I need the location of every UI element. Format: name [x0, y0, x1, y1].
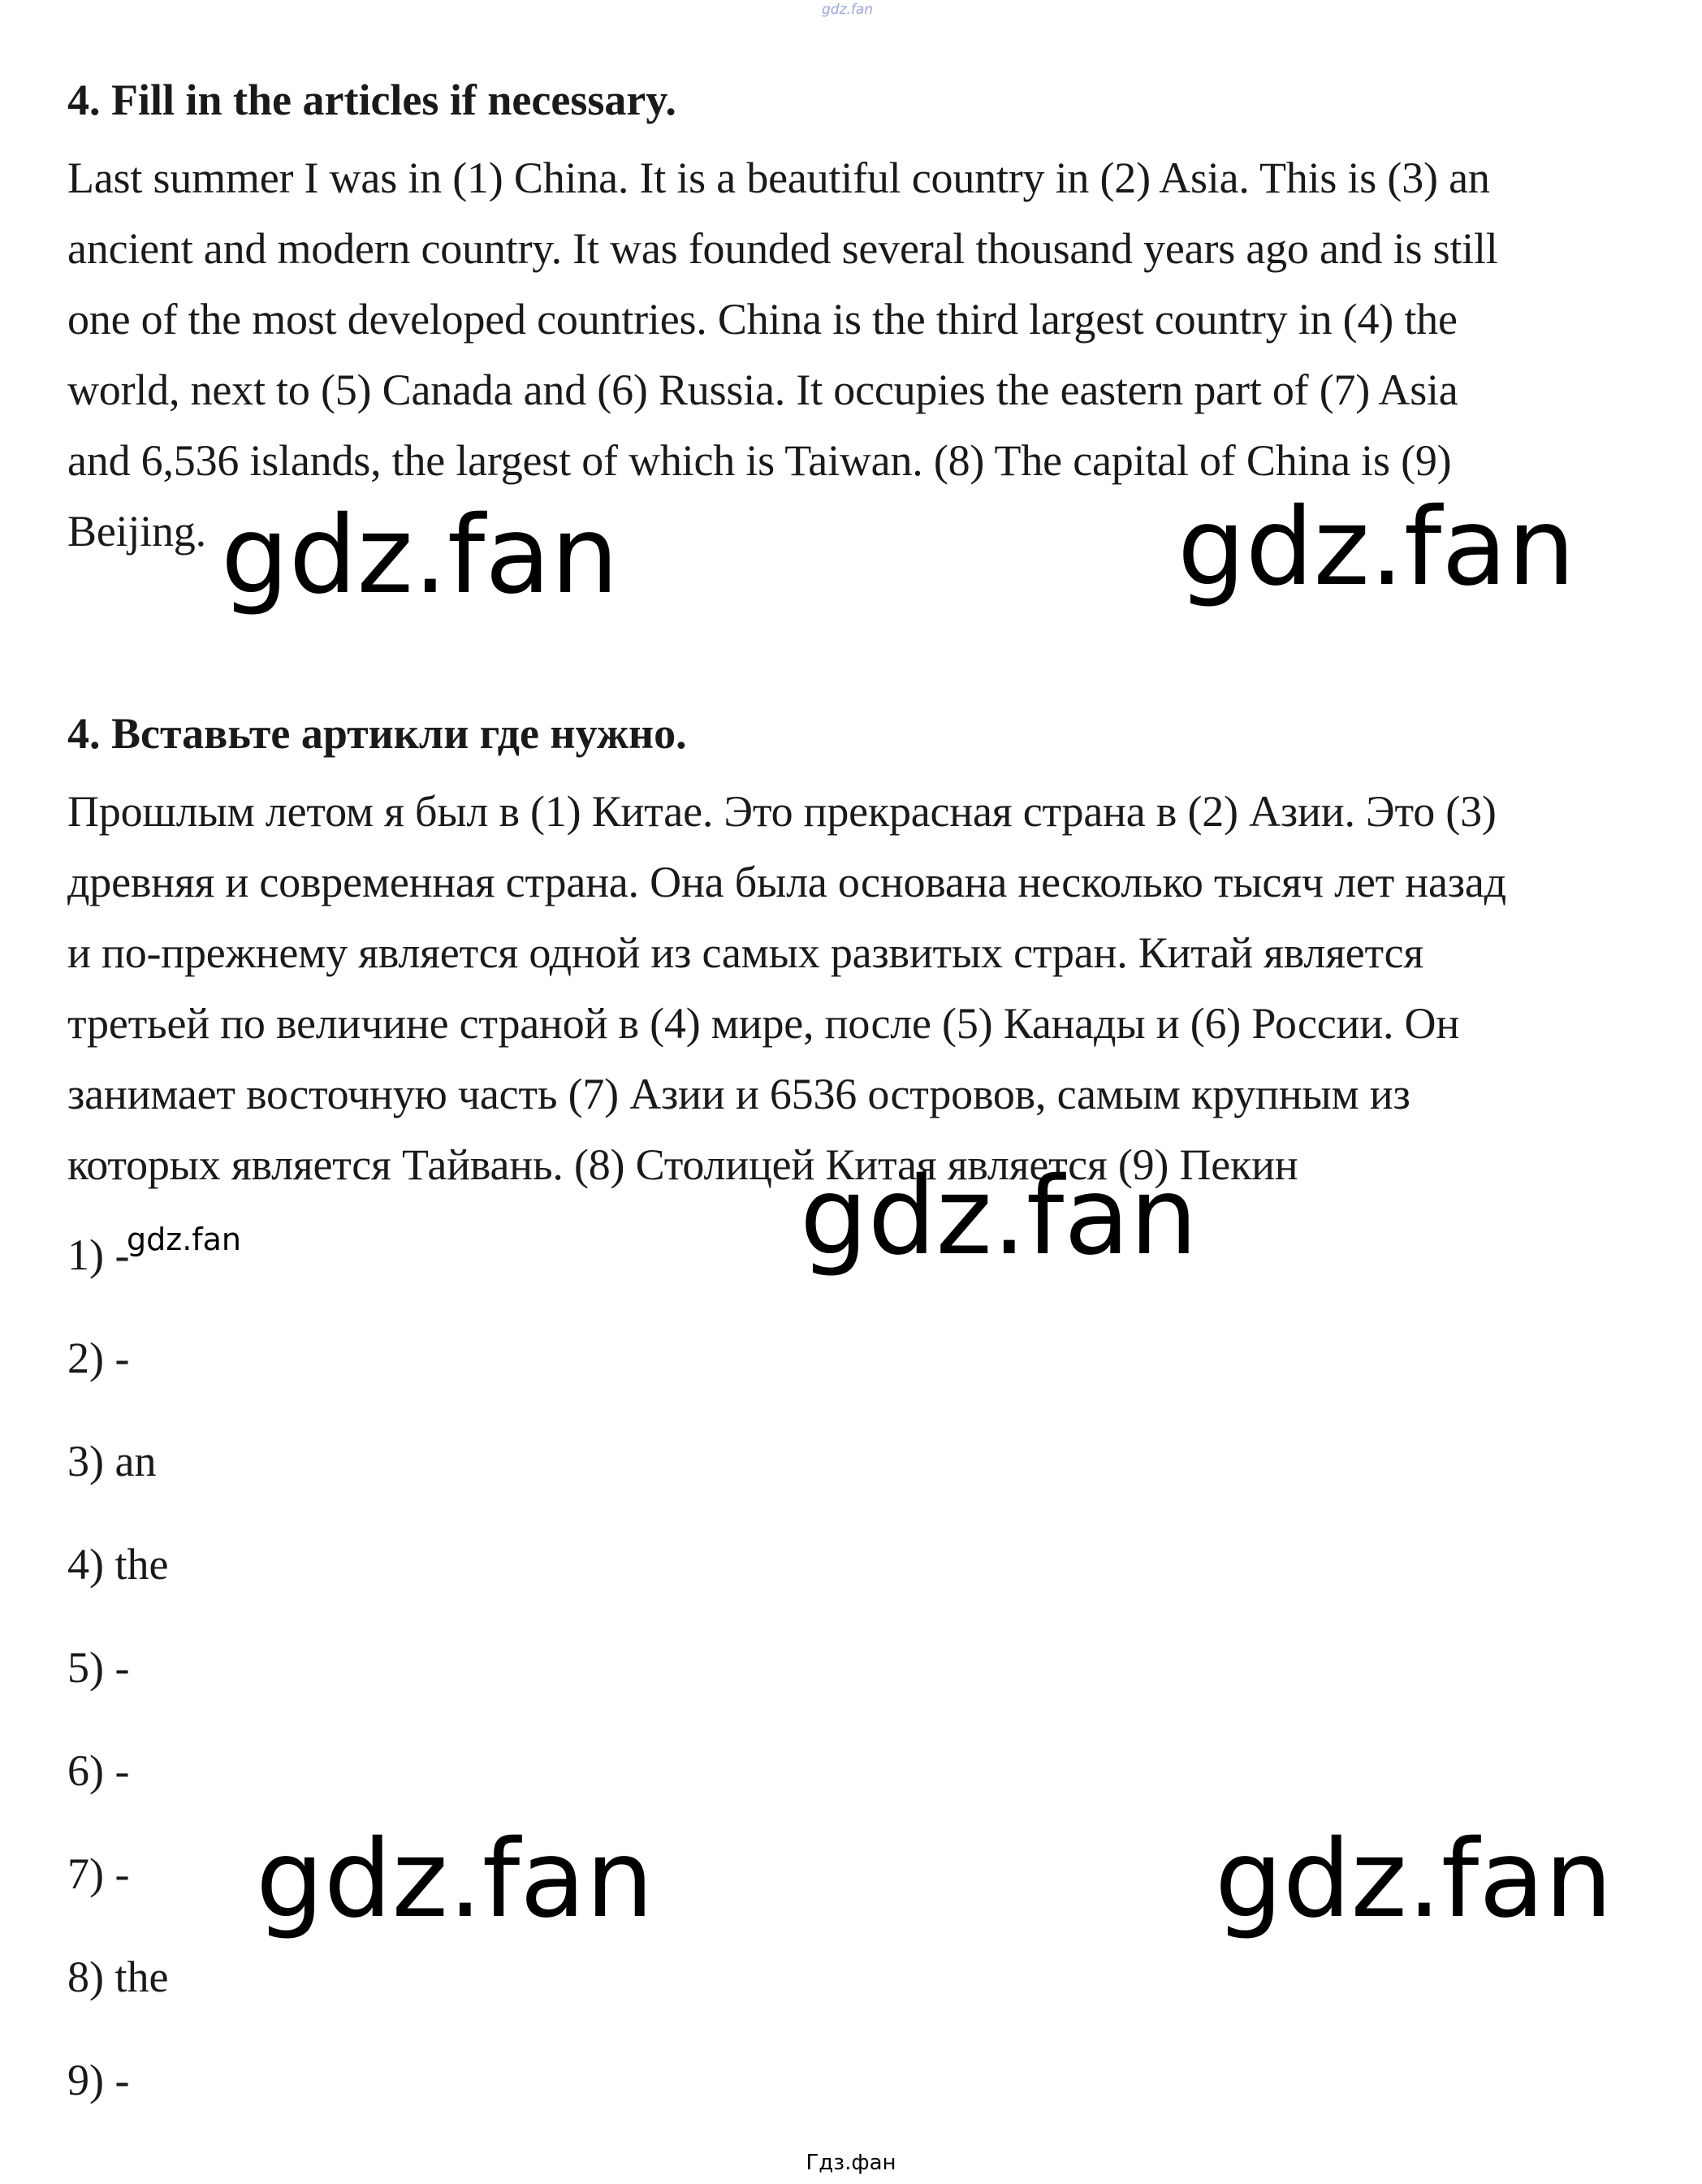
answer-item: 9) - [67, 2056, 130, 2104]
english-line: world, next to (5) Canada and (6) Russia. It occupies the eastern part of (7) Asia [67, 365, 1458, 414]
english-line: Last summer I was in (1) China. It is a beautiful country in (2) Asia. This is (3) an [67, 154, 1490, 202]
answer-item: 2) - [67, 1334, 130, 1382]
watermark: gdz.fan [800, 1154, 1198, 1279]
russian-line: которых является Тайвань. (8) Столицей Китая является (9) Пекин [67, 1140, 1298, 1189]
answer-item: 8) the [67, 1953, 169, 2001]
page-footer: Гдз.фан [806, 2151, 896, 2175]
english-line: ancient and modern country. It was founded several thousand years ago and is still [67, 224, 1498, 273]
english-line: one of the most developed countries. China is the third largest country in (4) the [67, 295, 1458, 344]
watermark: gdz.fan [127, 1222, 242, 1257]
russian-exercise [67, 705, 1659, 1200]
top-watermark: gdz.fan [822, 2, 874, 18]
russian-heading: 4. Вставьте артикли где нужно. [67, 709, 687, 758]
answer-item: 4) the [67, 1540, 169, 1589]
answer-item: 5) - [67, 1643, 130, 1692]
answer-item: 7) - [67, 1849, 130, 1898]
english-line: Beijing. [67, 507, 206, 556]
watermark: gdz.fan [256, 1817, 654, 1942]
english-line: and 6,536 islands, the largest of which is Taiwan. (8) The capital of China is (9) [67, 436, 1452, 485]
russian-paragraph [67, 776, 1659, 1200]
russian-line: и по-прежнему является одной из самых развитых стран. Китай является [67, 928, 1423, 977]
answer-item: 1) - [67, 1230, 130, 1279]
watermark: gdz.fan [221, 493, 619, 618]
russian-line: занимает восточную часть (7) Азии и 6536 островов, самым крупным из [67, 1070, 1410, 1118]
watermark: gdz.fan [1215, 1817, 1613, 1942]
watermark: gdz.fan [1177, 485, 1575, 610]
russian-line: Прошлым летом я был в (1) Китае. Это прекрасная страна в (2) Азии. Это (3) [67, 787, 1497, 836]
russian-line: третьей по величине страной в (4) мире, после (5) Канады и (6) России. Он [67, 999, 1460, 1048]
english-heading: 4. Fill in the articles if necessary. [67, 76, 676, 124]
russian-line: древняя и современная страна. Она была основана несколько тысяч лет назад [67, 858, 1506, 906]
answer-item: 6) - [67, 1746, 130, 1795]
answer-item: 3) an [67, 1437, 157, 1486]
